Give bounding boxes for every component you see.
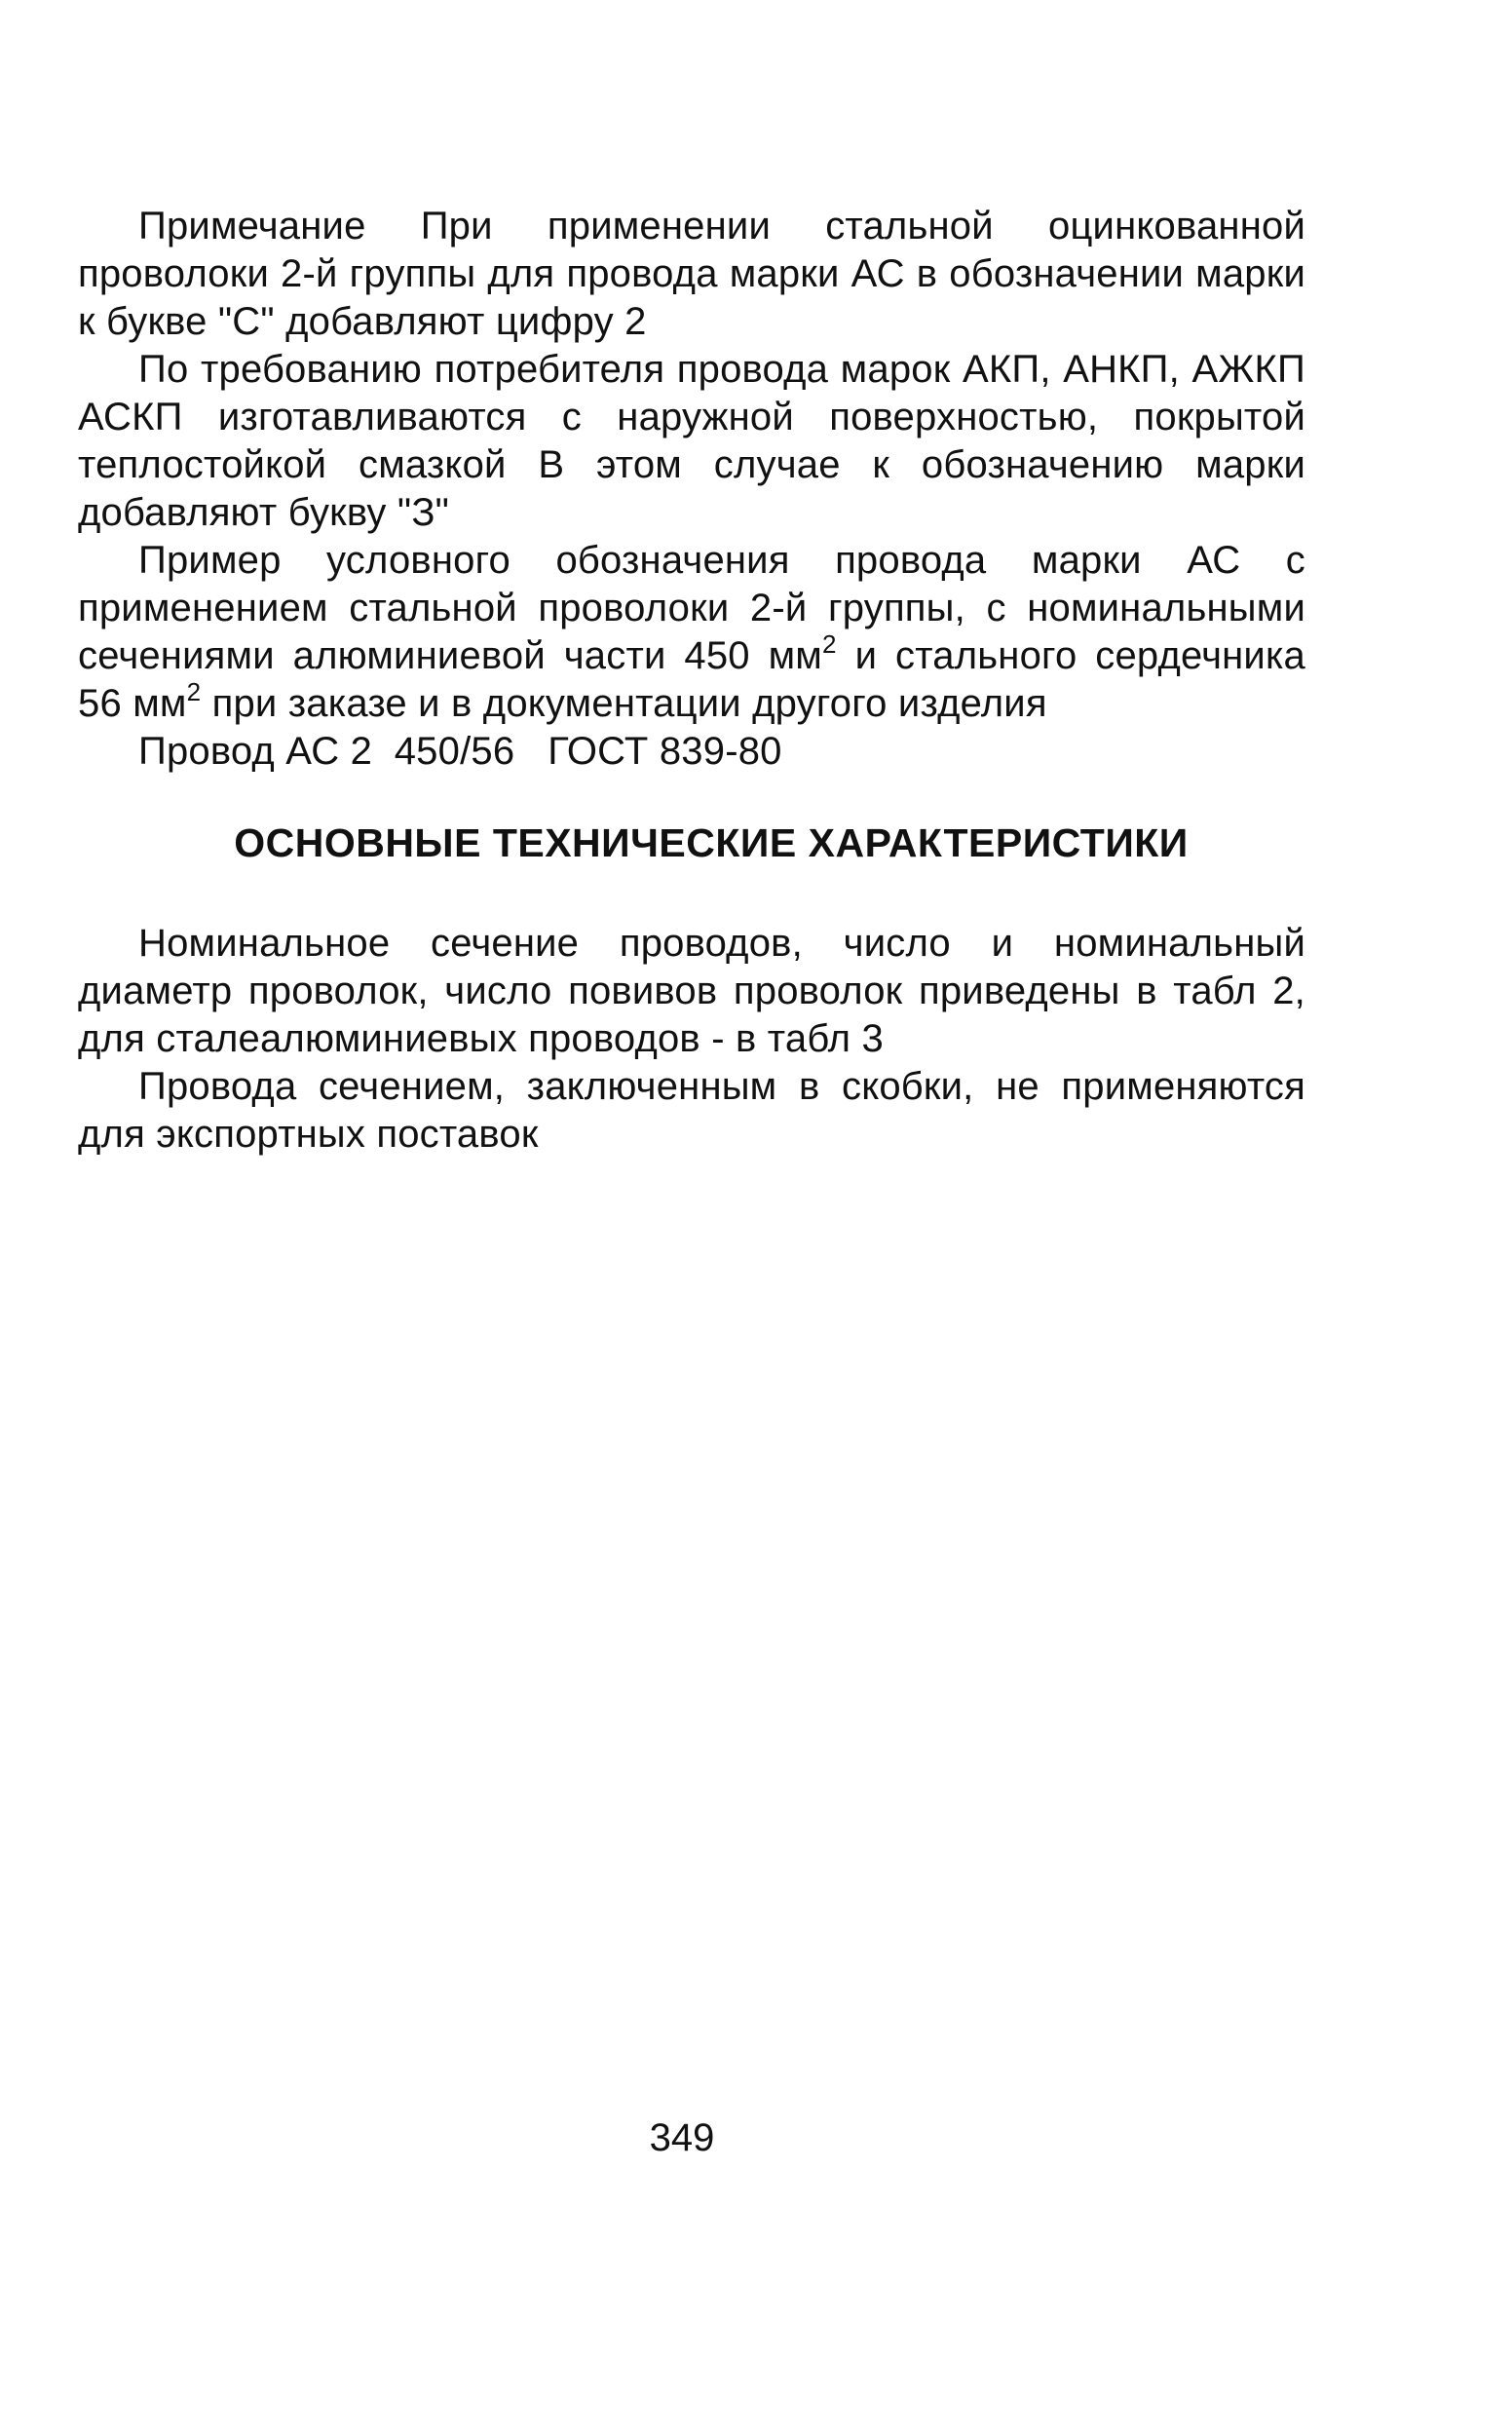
requirement-paragraph: По требованию потребителя провода марок АКП, АНКП, АЖКП АСКП изготавливаются с наружной поверхностью, покрытой теплостойкой смазкой В этом случае к обозначению марки добавляют букву "З" [78,348,1305,534]
specs-paragraph-1: Номинальное сечение проводов, число и номинальный диаметр проволок, число повивов проволок приведены в табл 2, для сталеалюминиевых проводов - в табл 3 [78,922,1305,1060]
example-paragraph [78,537,1305,728]
superscript-2: 2 [186,677,202,706]
page-number: 349 [649,2116,715,2159]
example-text-part-2: и стального сердечника 56 мм [78,634,1305,725]
example-text-part-1: Пример условного обозначения провода марки АС с применением стальной проволоки 2-й группы, с номинальными сечениями алюминиевой части 450 мм [78,539,1305,677]
specs-section [78,920,1305,1159]
note-paragraph: Примечание При применении стальной оцинкованной проволоки 2-й группы для провода марки АС в обозначении марки к букве "С" добавляют цифру 2 [78,205,1305,343]
section-heading: ОСНОВНЫЕ ТЕХНИЧЕСКИЕ ХАРАКТЕРИСТИКИ [234,820,1189,865]
specs-paragraph-2: Провода сечением, заключенным в скобки, не применяются для экспортных поставок [78,1065,1305,1156]
designation-example: Провод АС 2 450/56 ГОСТ 839-80 [138,730,782,773]
superscript-2: 2 [822,629,837,659]
note-section [78,203,1305,776]
example-text-part-3: при заказе и в документации другого изделия [201,682,1047,725]
